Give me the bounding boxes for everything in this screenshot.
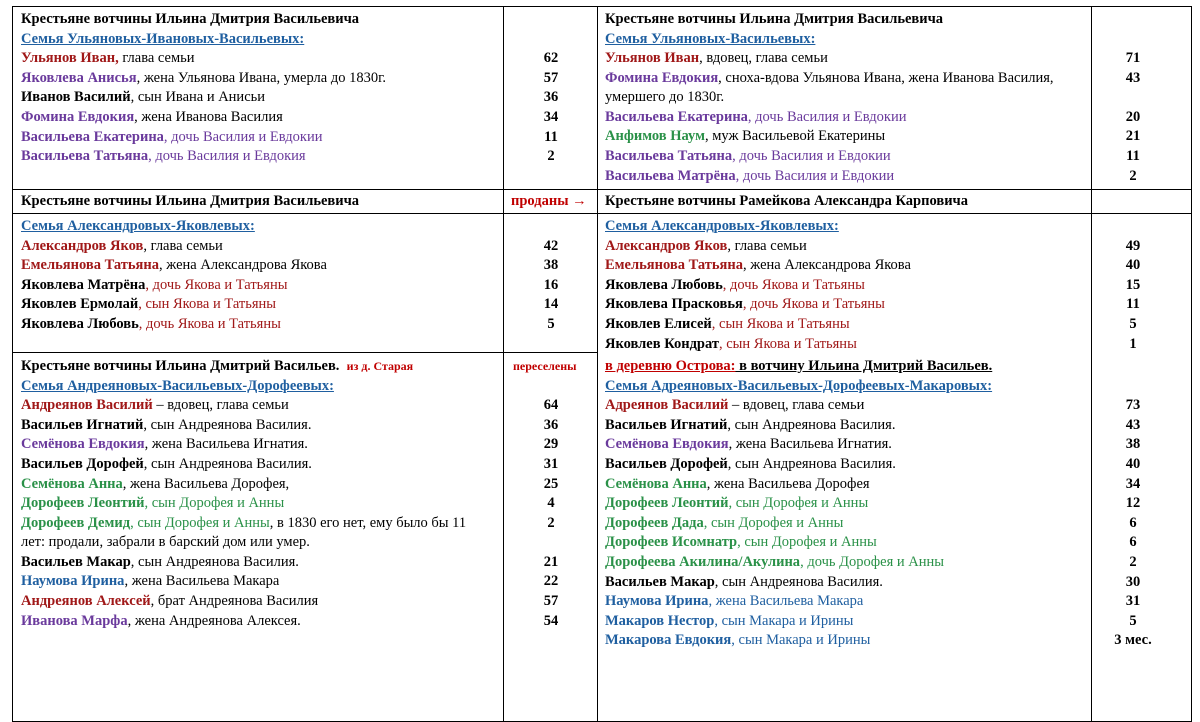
person-row: Яковлева Прасковья, дочь Якова и Татьяны 11 bbox=[605, 296, 1140, 313]
person-row: Яковлева Любовь, дочь Якова и Татьяны 5 bbox=[21, 315, 555, 332]
person-row: Дорофеев Леонтий, сын Дорофея и Анны 12 bbox=[605, 495, 1141, 512]
column-divider bbox=[597, 7, 598, 721]
resettled-note: переселены bbox=[513, 359, 577, 373]
person-row: Емельянова Татьяна, жена Александрова Якова 38 bbox=[21, 257, 559, 274]
origin-note: из д. Старая bbox=[346, 359, 414, 373]
family-name: Семья Александровых-Яковлевых: bbox=[605, 218, 839, 234]
person-row: Васильева Екатерина, дочь Василия и Евдокии 11 bbox=[21, 128, 558, 145]
person-row: Ульянов Иван, вдовец, глава семьи 71 bbox=[605, 50, 1141, 67]
block-2-left-header bbox=[21, 192, 591, 212]
person-row: Наумова Ирина, жена Васильева Макара 22 bbox=[21, 573, 559, 590]
person-row: Яковлева Анисья, жена Ульянова Ивана, умерла до 1830г. 57 bbox=[21, 69, 559, 86]
sold-note: проданы → bbox=[511, 193, 587, 209]
person-row: Васильев Дорофей, сын Андреянова Василия. 40 bbox=[605, 455, 1141, 472]
block-title: Крестьяне вотчины Ильина Дмитрия Васильевича bbox=[605, 11, 944, 27]
person-row: Фомина Евдокия, сноха-вдова Ульянова Ивана, жена Иванова Василия, умершего до 1830г. 43 bbox=[605, 69, 1141, 106]
row-divider bbox=[13, 352, 597, 353]
person-row: Андреянов Василий – вдовец, глава семьи 64 bbox=[21, 397, 559, 414]
person-row: Васильев Игнатий, сын Андреянова Василия. 36 bbox=[21, 416, 559, 433]
block-title: Крестьяне вотчины Рамейкова Александра Карповича bbox=[605, 193, 968, 209]
person-row: Дорофеев Исомнатр, сын Дорофея и Анны 6 bbox=[605, 534, 1137, 551]
block-1-left bbox=[21, 10, 591, 167]
person-row: Семёнова Евдокия, жена Васильева Игнатия. 38 bbox=[605, 436, 1141, 453]
block-title: Крестьяне вотчины Ильина Дмитрия Васильевича bbox=[21, 11, 360, 27]
person-row: Яковлев Ермолай, сын Якова и Татьяны 14 bbox=[21, 296, 559, 313]
block-2-right bbox=[605, 217, 1185, 354]
person-row: Наумова Ирина, жена Васильева Макара 31 bbox=[605, 593, 1141, 610]
person-row: Васильева Татьяна, дочь Василия и Евдокии 11 bbox=[605, 147, 1140, 164]
document-table bbox=[12, 6, 1192, 722]
block-2-right-header bbox=[605, 192, 1185, 212]
person-row: Васильев Макар, сын Андреянова Василия. 30 bbox=[605, 573, 1141, 590]
person-row: Адреянов Василий – вдовец, глава семьи 73 bbox=[605, 397, 1141, 414]
row-divider bbox=[13, 213, 1191, 214]
block-1-right bbox=[605, 10, 1185, 186]
block-3-left bbox=[21, 357, 591, 631]
person-row: Емельянова Татьяна, жена Александрова Якова 40 bbox=[605, 257, 1141, 274]
person-row: Семёнова Анна, жена Васильева Дорофея 34 bbox=[605, 475, 1141, 492]
person-row: Ульянов Иван, глава семьи 62 bbox=[21, 50, 559, 67]
person-row: Васильева Матрёна, дочь Василия и Евдокии 2 bbox=[605, 167, 1137, 184]
block-title: в вотчину Ильина Дмитрий Васильев. bbox=[735, 358, 993, 374]
person-row: Макаров Нестор, сын Макара и Ирины 5 bbox=[605, 612, 1137, 629]
family-name: Семья Ульяновых-Васильевых: bbox=[605, 30, 816, 47]
person-row: Дорофеев Дада, сын Дорофея и Анны 6 bbox=[605, 514, 1137, 531]
person-row: Яковлева Любовь, дочь Якова и Татьяны 15 bbox=[605, 276, 1141, 293]
person-row: Андреянов Алексей, брат Андреянова Василия 57 bbox=[21, 592, 559, 609]
person-row: Иванова Марфа, жена Андреянова Алексея. 54 bbox=[21, 612, 559, 629]
block-title-red: в деревню Острова: bbox=[605, 358, 736, 374]
family-name: Семья Адреяновых-Васильевых-Дорофеевых-Макаровых: bbox=[605, 377, 993, 394]
family-name: Семья Ульяновых-Ивановых-Васильевых: bbox=[21, 30, 305, 47]
person-row: Анфимов Наум, муж Васильевой Екатерины 21 bbox=[605, 128, 1141, 145]
block-title: Крестьяне вотчины Ильина Дмитрий Васильев. bbox=[21, 358, 340, 374]
block-3-right bbox=[605, 357, 1185, 651]
person-row: Яковлева Матрёна, дочь Якова и Татьяны 16 bbox=[21, 276, 559, 293]
person-row: Семёнова Евдокия, жена Васильева Игнатия. 29 bbox=[21, 436, 559, 453]
person-row: Семёнова Анна, жена Васильева Дорофея, 25 bbox=[21, 475, 559, 492]
person-row: Дорофеева Акилина/Акулина, дочь Дорофея и Анны 2 bbox=[605, 553, 1137, 570]
person-row: Александров Яков, глава семьи 49 bbox=[605, 237, 1141, 254]
person-row: Дорофеев Демид, сын Дорофея и Анны, в 1830 его нет, ему было бы 11 лет: продали, забрали в барский дом или умер. 2 bbox=[21, 514, 555, 551]
person-row: Фомина Евдокия, жена Иванова Василия 34 bbox=[21, 108, 559, 125]
person-row: Васильев Дорофей, сын Андреянова Василия. 31 bbox=[21, 455, 559, 472]
person-row: Дорофеев Леонтий, сын Дорофея и Анны 4 bbox=[21, 495, 555, 512]
row-divider bbox=[13, 189, 1191, 190]
person-row: Васильев Игнатий, сын Андреянова Василия. 43 bbox=[605, 416, 1141, 433]
person-row: Васильева Татьяна, дочь Василия и Евдокия 2 bbox=[21, 148, 555, 165]
person-row: Макарова Евдокия, сын Макара и Ирины 3 мес. bbox=[605, 632, 1152, 649]
block-title: Крестьяне вотчины Ильина Дмитрия Васильевича bbox=[21, 193, 360, 209]
person-row: Яковлев Кондрат, сын Якова и Татьяны 1 bbox=[605, 335, 1137, 352]
family-name: Семья Александровых-Яковлевых: bbox=[21, 218, 255, 234]
person-row: Васильев Макар, сын Андреянова Василия. 21 bbox=[21, 553, 559, 570]
family-name: Семья Андреяновых-Васильевых-Дорофеевых: bbox=[21, 377, 334, 394]
person-row: Яковлев Елисей, сын Якова и Татьяны 5 bbox=[605, 315, 1137, 332]
block-2-left bbox=[21, 217, 591, 335]
person-row: Васильева Екатерина, дочь Василия и Евдокии 20 bbox=[605, 108, 1141, 125]
person-row: Александров Яков, глава семьи 42 bbox=[21, 237, 559, 254]
person-row: Иванов Василий, сын Ивана и Анисьи 36 bbox=[21, 89, 559, 106]
